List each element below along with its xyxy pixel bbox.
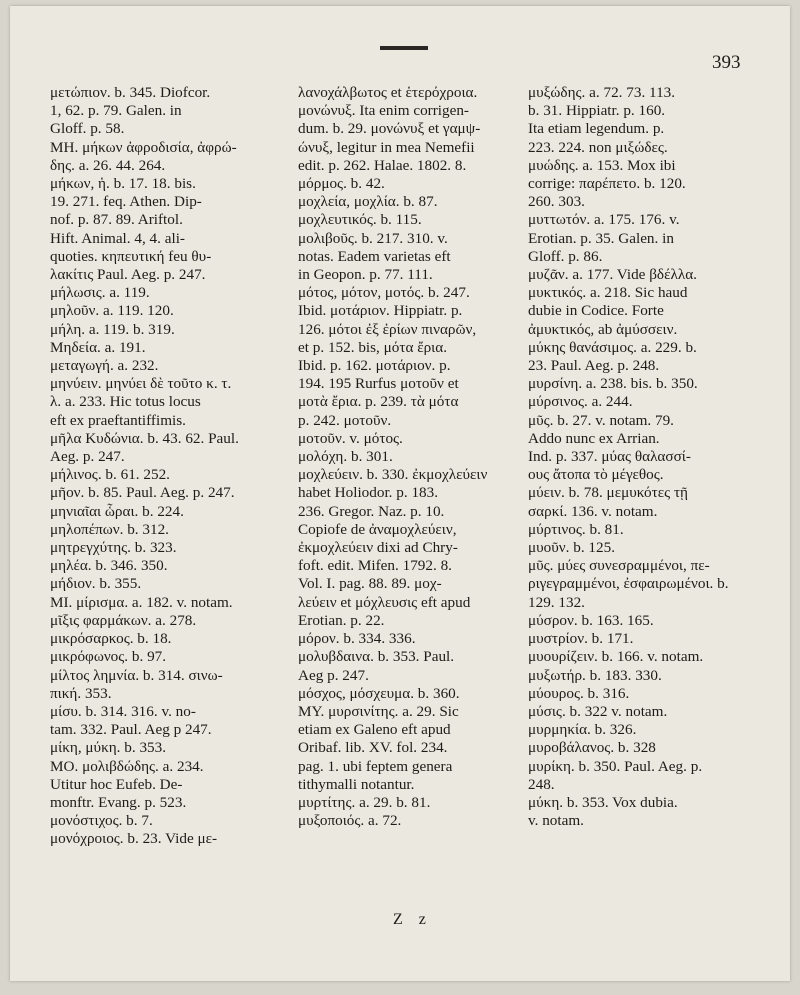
text-line: μοχλευτικός. b. 115. <box>298 211 422 229</box>
text-line: Μηδεία. a. 191. <box>50 338 146 356</box>
text-line: 129. 132. <box>528 593 585 611</box>
text-line: 23. Paul. Aeg. p. 248. <box>528 357 660 375</box>
text-line: μικρόσαρκος. b. 18. <box>50 630 172 648</box>
text-line: Erotian. p. 35. Galen. in <box>528 229 674 247</box>
header-rule <box>380 46 428 50</box>
text-line: μυροβάλανος. b. 328 <box>528 739 656 757</box>
text-line: μήδιον. b. 355. <box>50 575 142 593</box>
text-line: Ita etiam legendum. p. <box>528 120 665 138</box>
text-line: ώνυξ, legitur in mea Nemefii <box>298 138 475 156</box>
text-line: Aeg p. 247. <box>298 666 369 684</box>
text-line: λανοχάλβωτος et ἑτερόχροια. <box>298 84 478 101</box>
text-line: etiam ex Galeno eft apud <box>298 721 451 739</box>
column-right <box>528 84 760 830</box>
text-line: λεύειν et μόχλευσις eft apud <box>298 593 471 611</box>
text-line: μήλη. a. 119. b. 319. <box>50 320 175 338</box>
text-line: μύρσινος. a. 244. <box>528 393 633 411</box>
text-line: 126. μότοι ἐξ ἐρίων πιναρῶν, <box>298 320 477 338</box>
text-line: μοχλεία, μοχλία. b. 87. <box>298 193 438 211</box>
text-line: μοχλεύειν. b. 330. ἐκμοχλεύειν <box>298 466 488 484</box>
text-line: ἐκμοχλεύειν dixi ad Chry- <box>298 539 458 557</box>
text-line: habet Holiodor. p. 183. <box>298 484 439 502</box>
text-line: pag. 1. ubi feptem genera <box>298 757 453 775</box>
text-line: μίσυ. b. 314. 316. v. no- <box>50 702 196 720</box>
text-line: μυρσίνη. a. 238. bis. b. 350. <box>528 375 698 393</box>
text-line: μονόχροιος. b. 23. Vide με- <box>50 830 218 848</box>
text-line: Copiofe de ἀναμοχλεύειν, <box>298 520 457 538</box>
text-line: μήλωσις. a. 119. <box>50 284 150 302</box>
text-line: edit. p. 262. Halae. 1802. 8. <box>298 156 467 174</box>
text-line: MH. μήκων ἀφροδισία, ἀφρώ- <box>50 138 237 156</box>
text-line: corrige: παρέπετο. b. 120. <box>528 175 686 193</box>
text-line: μυξωτήρ. b. 183. 330. <box>528 666 662 684</box>
text-line: MY. μυρσινίτης. a. 29. Sic <box>298 702 459 720</box>
text-line: μυττωτόν. a. 175. 176. v. <box>528 211 680 229</box>
text-line: μηλοπέπων. b. 312. <box>50 520 169 538</box>
page-number: 393 <box>712 52 741 73</box>
text-line: notas. Eadem varietas eft <box>298 247 451 265</box>
text-line: μήλινος. b. 61. 252. <box>50 466 170 484</box>
text-line: μῆον. b. 85. Paul. Aeg. p. 247. <box>50 484 235 502</box>
book-page <box>10 6 790 981</box>
signature-mark: Z z <box>393 911 432 928</box>
text-line: Gloff. p. 58. <box>50 120 125 138</box>
column-left <box>50 84 278 849</box>
text-line: dubie in Codice. Forte <box>528 302 664 320</box>
text-line: μυοῦν. b. 125. <box>528 539 616 557</box>
text-line: Utitur hoc Eufeb. De- <box>50 775 183 793</box>
text-line: quoties. κηπευτική feu θυ- <box>50 247 212 265</box>
text-line: μύκης θανάσιμος. a. 229. b. <box>528 338 697 356</box>
text-line: μύκη. b. 353. Vox dubia. <box>528 793 678 811</box>
text-line: monftr. Evang. p. 523. <box>50 793 187 811</box>
text-line: μῦς. b. 27. v. notam. 79. <box>528 411 674 429</box>
text-line: tam. 332. Paul. Aeg p 247. <box>50 721 212 739</box>
text-line: μῦς. μύες συνεσραμμένοι, πε- <box>528 557 710 575</box>
text-line: dum. b. 29. μονώνυξ et γαμψ- <box>298 120 481 138</box>
text-line: σαρκί. 136. v. notam. <box>528 502 658 520</box>
text-line: μυξώδης. a. 72. 73. 113. <box>528 84 676 101</box>
text-line: λακίτις Paul. Aeg. p. 247. <box>50 266 206 284</box>
text-line: μολυβδαινα. b. 353. Paul. <box>298 648 455 666</box>
text-line: nof. p. 87. 89. Ariftol. <box>50 211 183 229</box>
text-line: μολιβοῦς. b. 217. 310. v. <box>298 229 448 247</box>
text-line: 223. 224. non μιξώδες. <box>528 138 668 156</box>
text-line: μηλοῦν. a. 119. 120. <box>50 302 174 320</box>
text-line: tithymalli notantur. <box>298 775 415 793</box>
text-line: ριγεγραμμένοι, ἐσφαιρωμένοι. b. <box>528 575 729 593</box>
text-line: μηνιαῖαι ὧραι. b. 224. <box>50 502 184 520</box>
text-line: μετώπιον. b. 345. Diofcor. <box>50 84 211 101</box>
text-line: v. notam. <box>528 812 584 830</box>
text-line: Ibid. μοτάριον. Hippiatr. p. <box>298 302 463 320</box>
text-line: in Geopon. p. 77. 111. <box>298 266 433 284</box>
text-line: 194. 195 Rurfus μοτοῦν et <box>298 375 459 393</box>
text-line: μόσχος, μόσχευμα. b. 360. <box>298 684 460 702</box>
text-line: μυκτικός. a. 218. Sic haud <box>528 284 688 302</box>
text-line: μεταγωγή. a. 232. <box>50 357 159 375</box>
text-line: μύσις. b. 322 v. notam. <box>528 702 668 720</box>
text-line: λ. a. 233. Hic totus locus <box>50 393 201 411</box>
text-line: 1, 62. p. 79. Galen. in <box>50 102 182 120</box>
text-line: MO. μολιβδώδης. a. 234. <box>50 757 204 775</box>
text-line: MI. μίρισμα. a. 182. v. notam. <box>50 593 233 611</box>
text-line: μηλέα. b. 346. 350. <box>50 557 168 575</box>
text-line: μυξοποιός. a. 72. <box>298 812 402 830</box>
column-middle <box>298 84 523 830</box>
text-line: Oribaf. lib. XV. fol. 234. <box>298 739 448 757</box>
text-line: μικρόφωνος. b. 97. <box>50 648 167 666</box>
text-line: μυστρίον. b. 171. <box>528 630 634 648</box>
text-line: μυρμηκία. b. 326. <box>528 721 637 739</box>
text-line: μοτὰ ἔρια. p. 239. τὰ μότα <box>298 393 459 411</box>
text-line: μήκων, ἡ. b. 17. 18. bis. <box>50 175 196 193</box>
text-line: Gloff. p. 86. <box>528 247 603 265</box>
text-line: μόρον. b. 334. 336. <box>298 630 416 648</box>
text-line: μῆλα Κυδώνια. b. 43. 62. Paul. <box>50 429 239 447</box>
text-line: Ibid. p. 162. μοτάριον. p. <box>298 357 451 375</box>
text-line: μοτοῦν. v. μότος. <box>298 429 403 447</box>
text-line: Erotian. p. 22. <box>298 611 385 629</box>
text-line: μηνύειν. μηνύει δὲ τοῦτο κ. τ. <box>50 375 232 393</box>
text-line: μύειν. b. 78. μεμυκότες τῇ <box>528 484 688 502</box>
text-line: ἀμυκτικός, ab ἀμύσσειν. <box>528 320 678 338</box>
text-line: μύρτινος. b. 81. <box>528 520 624 538</box>
text-line: eft ex praeftantiffimis. <box>50 411 186 429</box>
text-line: foft. edit. Mifen. 1792. 8. <box>298 557 452 575</box>
text-line: μότος, μότον, μοτός. b. 247. <box>298 284 470 302</box>
text-line: μυώδης. a. 153. Mox ibi <box>528 156 676 174</box>
text-line: ους ἄτοπα τὸ μέγεθος. <box>528 466 664 484</box>
text-line: μυουρίζειν. b. 166. v. notam. <box>528 648 704 666</box>
text-line: p. 242. μοτοῦν. <box>298 411 392 429</box>
text-line: μολόχη. b. 301. <box>298 448 393 466</box>
text-line: 248. <box>528 775 555 793</box>
text-line: μυζᾶν. a. 177. Vide βδέλλα. <box>528 266 697 284</box>
text-line: Ind. p. 337. μύας θαλασσί- <box>528 448 691 466</box>
text-line: et p. 152. bis, μότα ἔρια. <box>298 338 448 356</box>
text-line: μίκη, μύκη. b. 353. <box>50 739 167 757</box>
text-line: Addo nunc ex Arrian. <box>528 429 660 447</box>
text-line: δης. a. 26. 44. 264. <box>50 156 166 174</box>
text-line: μύουρος. b. 316. <box>528 684 630 702</box>
text-line: b. 31. Hippiatr. p. 160. <box>528 102 666 120</box>
text-line: πική. 353. <box>50 684 112 702</box>
text-line: μυρίκη. b. 350. Paul. Aeg. p. <box>528 757 703 775</box>
text-line: μονώνυξ. Ita enim corrigen- <box>298 102 469 120</box>
text-line: μονόστιχος. b. 7. <box>50 812 153 830</box>
text-line: Vol. I. pag. 88. 89. μοχ- <box>298 575 442 593</box>
text-line: μίλτος λημνία. b. 314. σινω- <box>50 666 223 684</box>
text-line: μητρεγχύτης. b. 323. <box>50 539 177 557</box>
text-line: μόρμος. b. 42. <box>298 175 385 193</box>
text-line: 236. Gregor. Naz. p. 10. <box>298 502 445 520</box>
text-line: Aeg. p. 247. <box>50 448 125 466</box>
text-line: μυρτίτης. a. 29. b. 81. <box>298 793 431 811</box>
text-line: μῖξις φαρμάκων. a. 278. <box>50 611 197 629</box>
text-line: 260. 303. <box>528 193 585 211</box>
text-line: Hift. Animal. 4, 4. ali- <box>50 229 185 247</box>
text-line: 19. 271. feq. Athen. Dip- <box>50 193 202 211</box>
text-line: μύσρον. b. 163. 165. <box>528 611 654 629</box>
